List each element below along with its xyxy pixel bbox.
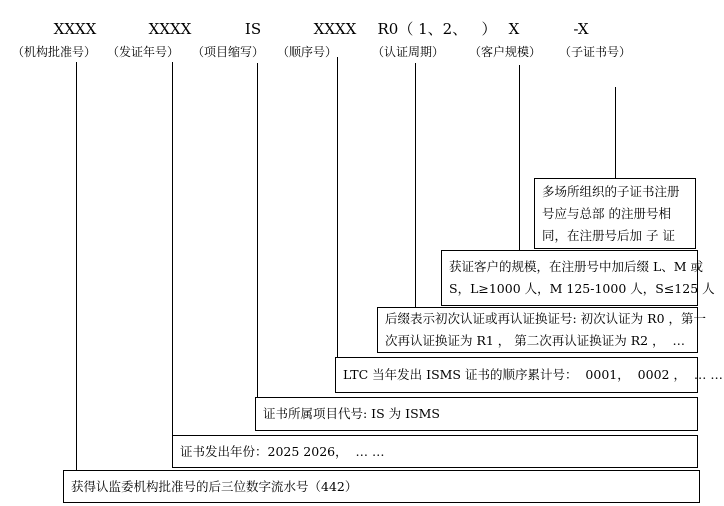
callout-issue-year xyxy=(172,435,698,468)
label-sequence: （顺序号） xyxy=(277,45,338,59)
callout-client-scale xyxy=(441,250,715,306)
code-sequence: XXXX xyxy=(313,20,357,38)
callout-subcert-number xyxy=(534,178,696,249)
code-project: IS xyxy=(244,20,262,38)
code-institution-approval: XXXX xyxy=(53,20,97,38)
code-issue-year: XXXX xyxy=(148,20,192,38)
callout-text: 获证客户的规模，在注册号中加后缀 L、M 或 xyxy=(449,259,704,274)
callout-text: 同，在注册号后加 子 证 xyxy=(542,227,675,243)
label-issue-year: （发证年号） xyxy=(107,45,180,59)
connector-project xyxy=(257,63,258,397)
connector-sequence xyxy=(337,57,338,357)
callout-text: 证书所属项目代号: IS 为 ISMS xyxy=(263,406,440,421)
callout-text: 号应与总部 的注册号相 xyxy=(542,205,671,221)
callout-text: 多场所组织的子证书注册 xyxy=(542,183,680,199)
connector-institution-approval xyxy=(76,62,77,470)
callout-text: 后缀表示初次认证或再认证换证号: 初次认证为 R0 ，第一 xyxy=(385,311,706,326)
callout-project-code xyxy=(255,397,698,431)
code-scale: X xyxy=(508,20,520,38)
label-cycle: （认证周期） xyxy=(372,45,445,59)
callout-text: 获得认监委机构批准号的后三位数字流水号（442） xyxy=(71,478,358,494)
callout-text: LTC 当年发出 ISMS 证书的顺序累计号： 0001， 0002 ， … … xyxy=(343,367,723,382)
callout-certification-cycle xyxy=(377,307,706,353)
label-subcert: （子证书号） xyxy=(559,45,632,59)
callout-text: 证书发出年份：2025 2026， … … xyxy=(180,443,385,459)
code-cycle: R0（ 1、2、 ） xyxy=(377,20,497,38)
connector-issue-year xyxy=(172,62,173,435)
connector-scale xyxy=(519,65,520,250)
connector-subcert xyxy=(615,87,616,178)
code-subcert: -X xyxy=(573,20,589,38)
label-project: （项目缩写） xyxy=(192,45,265,59)
callout-text: 次再认证换证为 R1 ， 第二次再认证换证为 R2 ， … xyxy=(385,333,686,348)
callout-text: S，L≥1000 人，M 125-1000 人，S≤125 人 xyxy=(449,281,715,296)
label-scale: （客户规模） xyxy=(469,45,542,59)
callout-sequence-number xyxy=(335,357,723,393)
connector-cycle xyxy=(415,63,416,307)
label-institution-approval: （机构批准号） xyxy=(12,45,97,59)
callout-approval-serial xyxy=(63,470,700,503)
